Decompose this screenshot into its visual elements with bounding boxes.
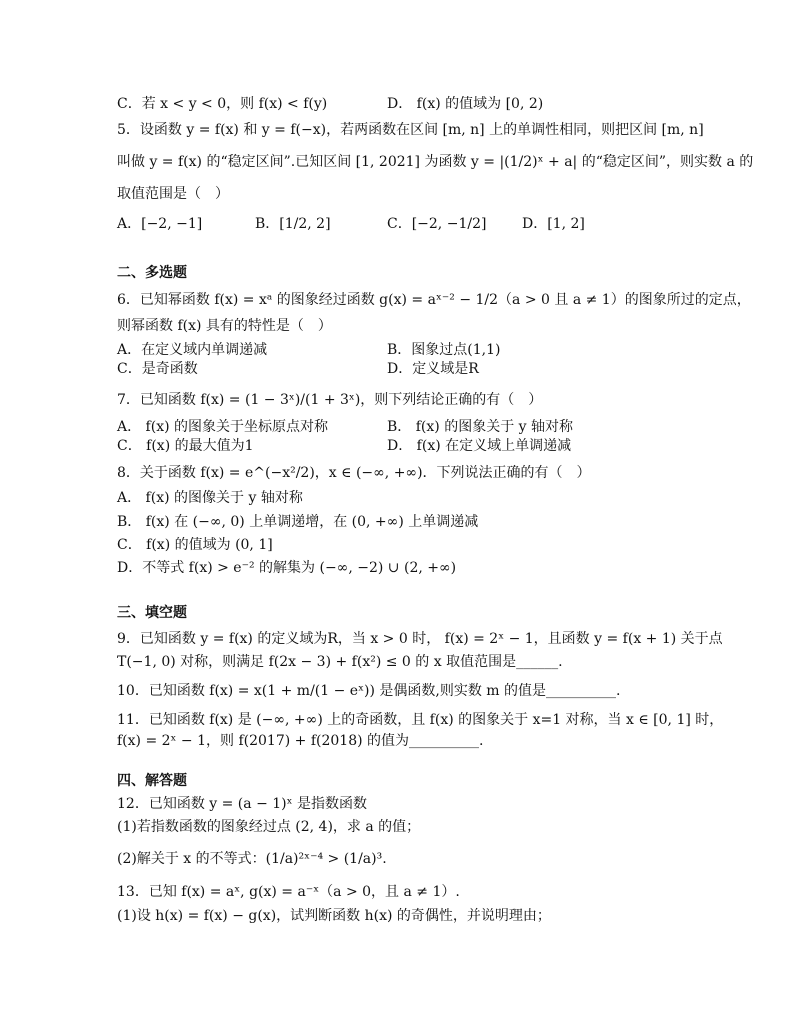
q6-option-a: A．在定义域内单调递减 [117,342,268,358]
q12-stem: 12．已知函数 y = (a − 1)ˣ 是指数函数 [117,796,367,812]
q7-stem: 7．已知函数 f(x) = (1 − 3ˣ)/(1 + 3ˣ)，则下列结论正确的有（ ） [117,392,543,408]
q9-stem-line2: T(−1, 0) 对称，则满足 f(2x − 3) + f(x²) ≤ 0 的 x 取值范围是______. [117,654,563,670]
q13-stem: 13．已知 f(x) = aˣ, g(x) = a⁻ˣ（a > 0，且 a ≠ 1）. [117,884,460,900]
q8-option-b: B． f(x) 在 (−∞, 0) 上单调递增，在 (0, +∞) 上单调递减 [117,514,479,530]
q6-option-d: D．定义域是R [387,361,479,377]
q5-stem-line3: 取值范围是（ ） [117,186,229,202]
q5-stem-line2: 叫做 y = f(x) 的“稳定区间”.已知区间 [1, 2021] 为函数 y = |(1/2)ˣ + a| 的“稳定区间”，则实数 a 的 [117,154,754,170]
section-heading-multiple-choice: 二、多选题 [117,265,187,281]
q5-option-b: B．[1/2, 2] [255,216,331,232]
q8-option-c: C． f(x) 的值域为 (0, 1] [117,537,273,553]
section-heading-fill-in: 三、填空题 [117,605,187,621]
q4-option-c: C．若 x < y < 0，则 f(x) < f(y) [117,96,328,112]
q7-option-b: B． f(x) 的图象关于 y 轴对称 [387,419,573,435]
q11-stem-line1: 11．已知函数 f(x) 是 (−∞, +∞) 上的奇函数，且 f(x) 的图象关于 x=1 对称，当 x ∈ [0, 1] 时， [117,712,724,728]
q6-option-b: B．图象过点(1,1) [387,342,501,358]
q10-stem: 10．已知函数 f(x) = x(1 + m/(1 − eˣ)) 是偶函数,则实数 m 的值是__________. [117,683,621,699]
q8-stem: 8．关于函数 f(x) = e^(−x²/2)，x ∈ (−∞, +∞)．下列说法正确的有（ ） [117,465,591,481]
q6-stem-line2: 则幂函数 f(x) 具有的特性是（ ） [117,318,332,334]
section-heading-answer: 四、解答题 [117,773,187,789]
q6-option-c: C．是奇函数 [117,361,198,377]
q5-option-d: D．[1, 2] [522,216,585,232]
q4-option-d: D． f(x) 的值域为 [0, 2) [387,96,544,112]
q8-option-a: A． f(x) 的图像关于 y 轴对称 [117,490,303,506]
q8-option-d: D．不等式 f(x) > e⁻² 的解集为 (−∞, −2) ∪ (2, +∞) [117,560,457,576]
q12-part1: (1)若指数函数的图象经过点 (2, 4)，求 a 的值； [117,819,421,835]
q5-stem-line1: 5．设函数 y = f(x) 和 y = f(−x)，若两函数在区间 [m, n] 上的单调性相同，则把区间 [m, n] [117,122,704,138]
q12-part2: (2)解关于 x 的不等式：(1/a)²ˣ⁻⁴ > (1/a)³. [117,851,387,867]
q9-stem-line1: 9．已知函数 y = f(x) 的定义域为R，当 x > 0 时， f(x) = 2ˣ − 1，且函数 y = f(x + 1) 关于点 [117,631,723,647]
q13-part1: (1)设 h(x) = f(x) − g(x)，试判断函数 h(x) 的奇偶性，并说明理由； [117,908,551,924]
q7-option-c: C． f(x) 的最大值为1 [117,438,254,454]
q11-stem-line2: f(x) = 2ˣ − 1，则 f(2017) + f(2018) 的值为__________. [117,733,484,749]
q7-option-a: A． f(x) 的图象关于坐标原点对称 [117,419,329,435]
q7-option-d: D． f(x) 在定义域上单调递减 [387,438,572,454]
q5-option-a: A．[−2, −1] [117,216,203,232]
q5-option-c: C．[−2, −1/2] [387,216,487,232]
q6-stem-line1: 6．已知幂函数 f(x) = xᵃ 的图象经过函数 g(x) = aˣ⁻² − 1/2（a > 0 且 a ≠ 1）的图象所过的定点， [117,292,751,308]
